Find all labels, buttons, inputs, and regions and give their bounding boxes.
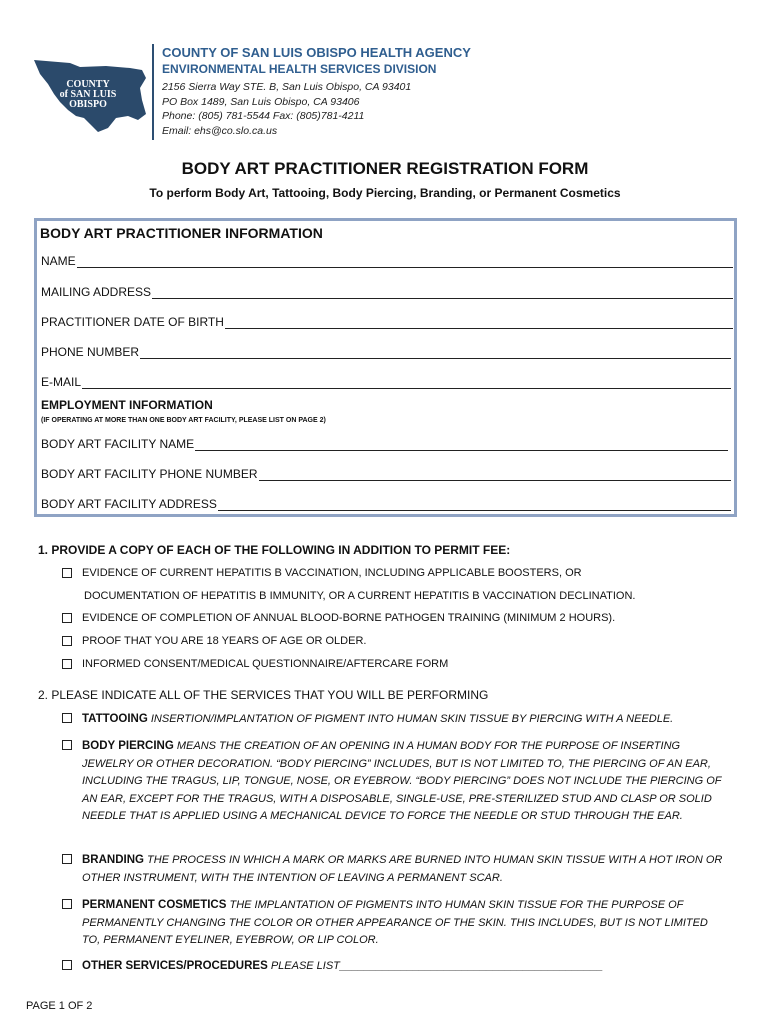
service-permanent-cosmetics [62,897,727,950]
req-hepb-vaccination [62,566,582,580]
req-hepb-text: EVIDENCE OF CURRENT HEPATITIS B VACCINATION, INCLUDING APPLICABLE BOOSTERS, OR [82,567,582,579]
req-hepb-continued: DOCUMENTATION OF HEPATITIS B IMMUNITY, OR A CURRENT HEPATITIS B VACCINATION DECLINATION. [84,590,636,602]
tattooing-description: INSERTION/IMPLANTATION OF PIGMENT INTO HUMAN SKIN TISSUE BY PIERCING WITH A NEEDLE. [150,713,674,725]
facility-name-input-line[interactable] [195,438,728,451]
division-name: ENVIRONMENTAL HEALTH SERVICES DIVISION [162,62,437,76]
county-logo [32,58,150,136]
branding-description: THE PROCESS IN WHICH A MARK OR MARKS ARE BURNED INTO HUMAN SKIN TISSUE WITH A HOT IRON OR OTHER INSTRUMENT, WITH THE INTENTION OF LEAVING A PERMANENT SCAR. [82,854,723,884]
facility-phone-field [41,467,731,481]
name-input-line[interactable] [77,255,733,268]
logo-line-san-luis: of SAN LUIS [59,89,117,100]
req-bloodborne-text: EVIDENCE OF COMPLETION OF ANNUAL BLOOD-BORNE PATHOGEN TRAINING (MINIMUM 2 HOURS). [82,612,616,624]
body-piercing-checkbox[interactable] [62,740,72,750]
dob-input-line[interactable] [225,316,733,329]
phone-fax: Phone: (805) 781-5544 Fax: (805)781-4211 [162,110,365,122]
logo-text [50,80,126,110]
branding-checkbox[interactable] [62,854,72,864]
section2-title: 2. PLEASE INDICATE ALL OF THE SERVICES THAT YOU WILL BE PERFORMING [38,688,489,702]
email-field [41,375,731,389]
facility-address-field [41,497,731,511]
tattooing-label: TATTOOING [82,713,148,725]
phone-label: PHONE NUMBER [41,345,140,359]
logo-line-obispo: OBISPO [69,99,107,110]
permanent-cosmetics-checkbox[interactable] [62,899,72,909]
facility-name-label: BODY ART FACILITY NAME [41,437,195,451]
phone-input-line[interactable] [140,346,731,359]
body-piercing-description: MEANS THE CREATION OF AN OPENING IN A HUMAN BODY FOR THE PURPOSE OF INSERTING JEWELRY OR OTHER DECORATION. “BODY PIERCING” INCLUDES, BUT IS NOT LIMITED TO, THE PIERCING OF AN EAR, INCLUDING THE TRAGUS, LIP, TONGUE, NOSE, OR EYEBROW. “BODY PIERCING” DOES NOT INCLUDE THE PIERCING OF AN EAR, EXCEPT FOR THE TRAGUS, WITH A DISPOSABLE, SINGLE-USE, PRE-STERILIZED STUD AND CLASP OR SOLID NEEDLE THAT IS APPLIED USING A MECHANICAL DEVICE TO FORCE THE NEEDLE OR STUD THROUGH THE EAR. [82,740,722,822]
tattooing-checkbox[interactable] [62,713,72,723]
facility-phone-label: BODY ART FACILITY PHONE NUMBER [41,467,258,481]
email-input-line[interactable] [82,376,731,389]
dob-field [41,315,733,329]
permanent-cosmetics-label: PERMANENT COSMETICS [82,899,227,911]
req-age-text: PROOF THAT YOU ARE 18 YEARS OF AGE OR OLDER. [82,635,367,647]
req-bloodborne-checkbox[interactable] [62,613,72,623]
agency-name: COUNTY OF SAN LUIS OBISPO HEALTH AGENCY [162,45,471,60]
name-field [41,254,733,268]
practitioner-info-heading: BODY ART PRACTITIONER INFORMATION [40,225,323,241]
facility-phone-input-line[interactable] [259,468,731,481]
permanent-cosmetics-description: THE IMPLANTATION OF PIGMENTS INTO HUMAN SKIN TISSUE FOR THE PURPOSE OF PERMANENTLY CHANGING THE COLOR OR OTHER APPEARANCE OF THE SKIN. THIS INCLUDES, BUT IS NOT LIMITED TO, PERMANENT EYELINER, EYEBROW, OR LIP COLOR. [82,899,708,946]
facility-name-field [41,437,728,451]
req-bloodborne-training [62,611,615,625]
service-branding [62,852,727,887]
facility-address-input-line[interactable] [218,498,731,511]
form-title: BODY ART PRACTITIONER REGISTRATION FORM [181,159,589,178]
email-label: E-MAIL [41,375,82,389]
other-services-list-line[interactable]: PLEASE LIST___________________________________________ [270,960,603,972]
req-age-checkbox[interactable] [62,636,72,646]
dob-label: PRACTITIONER DATE OF BIRTH [41,315,224,329]
other-services-label: OTHER SERVICES/PROCEDURES [82,960,268,972]
body-piercing-label: BODY PIERCING [82,740,174,752]
section1-title: 1. PROVIDE A COPY OF EACH OF THE FOLLOWING IN ADDITION TO PERMIT FEE: [38,543,511,557]
req-age-proof [62,634,366,648]
req-consent-checkbox[interactable] [62,659,72,669]
phone-field [41,345,731,359]
req-consent-text: INFORMED CONSENT/MEDICAL QUESTIONNAIRE/AFTERCARE FORM [82,658,449,670]
branding-label: BRANDING [82,854,144,866]
header-divider [152,44,154,140]
agency-email: Email: ehs@co.slo.ca.us [162,124,278,137]
service-tattooing [62,711,727,729]
logo-line-county: COUNTY [66,79,110,90]
service-body-piercing [62,738,727,826]
other-services-checkbox[interactable] [62,960,72,970]
mailing-address-field [41,285,733,299]
employment-note: (IF OPERATING AT MORE THAN ONE BODY ART FACILITY, PLEASE LIST ON PAGE 2) [41,417,326,424]
agency-block [162,45,562,138]
req-informed-consent [62,657,448,671]
page-number: PAGE 1 OF 2 [26,1000,93,1012]
mailing-address-input-line[interactable] [152,286,733,299]
address-line-1: 2156 Sierra Way STE. B, San Luis Obispo, CA 93401 [162,81,412,93]
name-label: NAME [41,254,76,268]
facility-address-label: BODY ART FACILITY ADDRESS [41,497,217,511]
employment-heading: EMPLOYMENT INFORMATION [41,398,213,412]
mailing-address-label: MAILING ADDRESS [41,285,152,299]
form-subtitle: To perform Body Art, Tattooing, Body Piercing, Branding, or Permanent Cosmetics [149,186,621,200]
req-hepb-checkbox[interactable] [62,568,72,578]
address-line-2: PO Box 1489, San Luis Obispo, CA 93406 [162,95,360,108]
service-other [62,958,727,976]
